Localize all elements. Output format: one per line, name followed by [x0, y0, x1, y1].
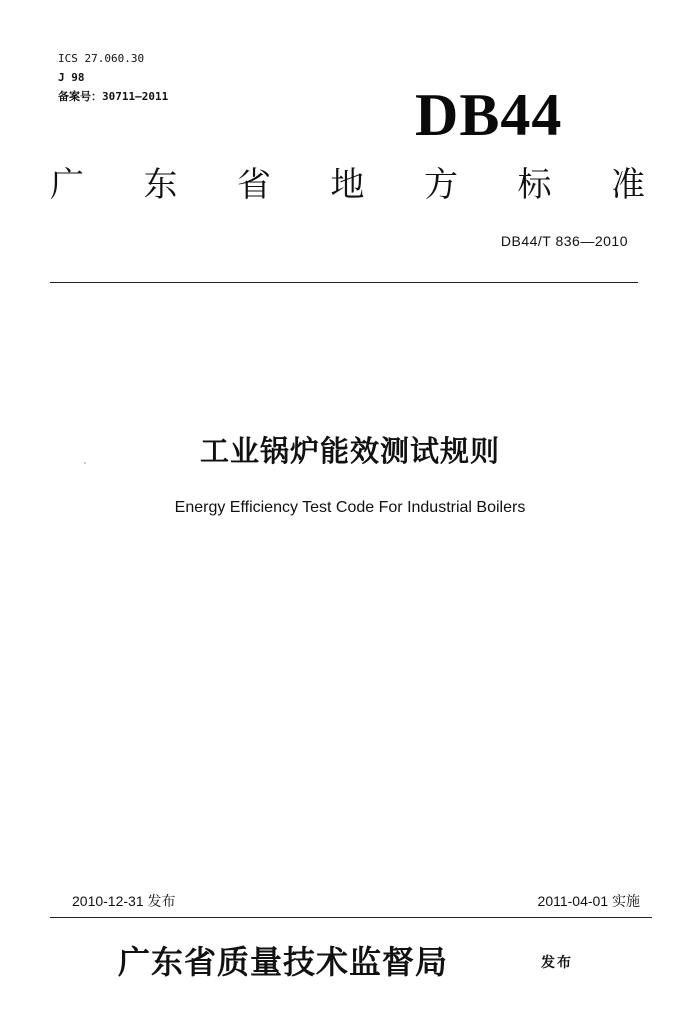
record-number: 备案号：30711—2011	[58, 90, 169, 103]
db44-logo: DB44	[415, 82, 563, 148]
standard-type-char: 省	[237, 165, 271, 205]
top-divider	[50, 282, 638, 283]
implementation-date: 2011-04-01 实施	[537, 893, 640, 909]
ics-code: ICS 27.060.30	[58, 52, 145, 65]
standard-type-char: 方	[424, 165, 458, 205]
standard-type-char: 地	[330, 165, 365, 205]
standard-type-char: 东	[143, 165, 178, 205]
publish-label: 发布	[541, 955, 573, 971]
standard-type-char: 准	[611, 165, 645, 205]
standard-number: DB44/T 836—2010	[500, 233, 628, 249]
issue-date: 2010-12-31 发布	[72, 893, 176, 909]
title-chinese: 工业锅炉能效测试规则	[199, 434, 500, 468]
standard-type-heading	[50, 163, 645, 207]
standard-type-char: 广	[50, 165, 84, 205]
standard-type-char: 标	[517, 165, 552, 205]
title-english: Energy Efficiency Test Code For Industrial Boilers	[174, 499, 526, 516]
bottom-divider	[50, 917, 652, 918]
classification-code: J 98	[58, 71, 85, 84]
publisher-name: 广东省质量技术监督局	[118, 943, 449, 981]
